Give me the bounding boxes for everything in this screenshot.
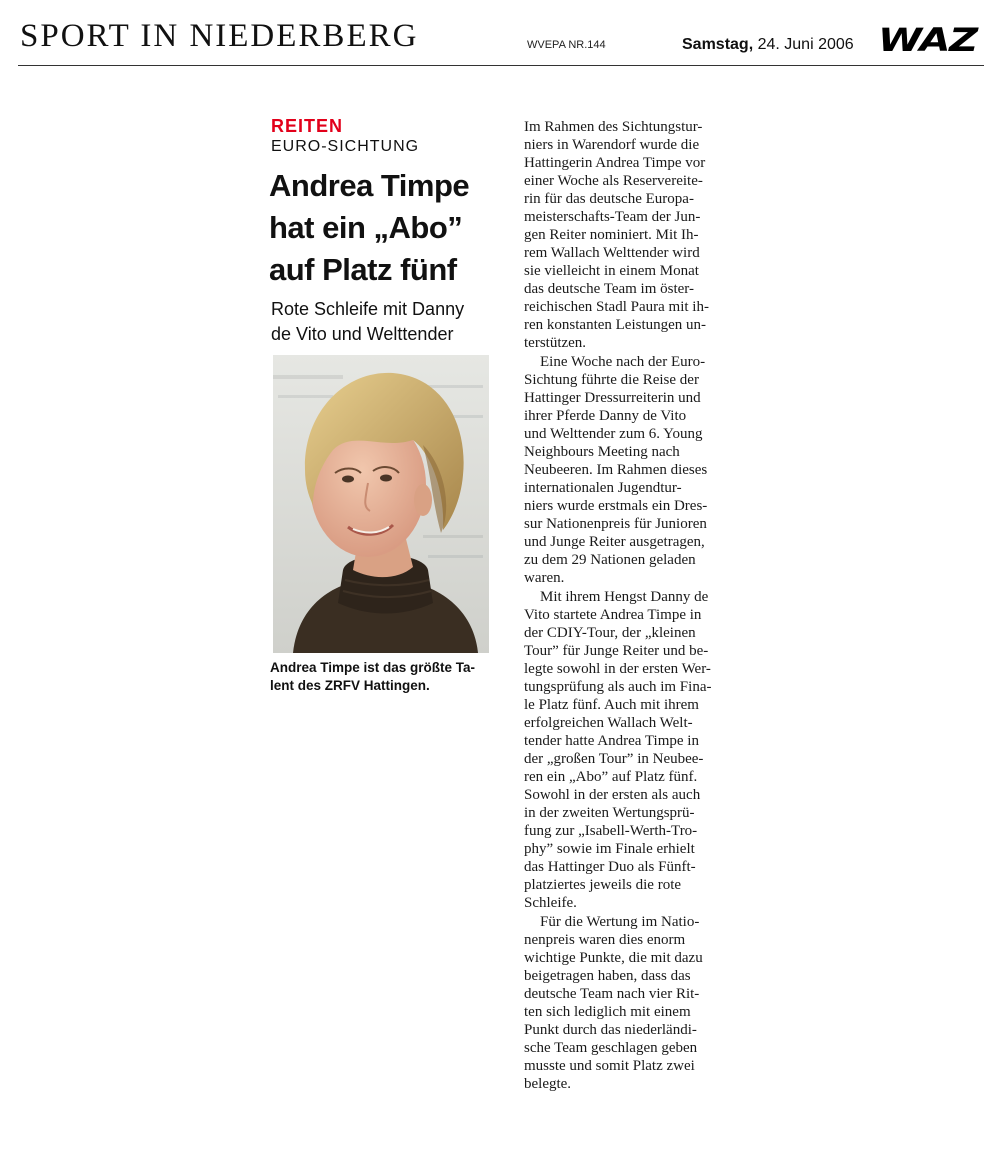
headline-line: auf Platz fünf bbox=[269, 252, 457, 287]
body-line: einer Woche als Reservereite- bbox=[524, 173, 703, 189]
body-line: phy” sowie im Finale erhielt bbox=[524, 841, 695, 857]
body-line: beigetragen haben, dass das bbox=[524, 968, 691, 984]
date: 24. Juni 2006 bbox=[757, 36, 854, 53]
body-line: ren ein „Abo” auf Platz fünf. bbox=[524, 769, 698, 785]
body-line: zu dem 29 Nationen geladen bbox=[524, 552, 696, 568]
article-body bbox=[524, 118, 746, 1093]
body-line: ten sich lediglich mit einem bbox=[524, 1004, 691, 1020]
portrait-illustration bbox=[273, 355, 489, 653]
body-line: fung zur „Isabell-Werth-Tro- bbox=[524, 823, 698, 839]
body-line: platziertes jeweils die rote bbox=[524, 877, 682, 893]
body-line: niers in Warendorf wurde die bbox=[524, 137, 700, 153]
body-line: und Junge Reiter ausgetragen, bbox=[524, 534, 705, 550]
body-line: das deutsche Team im öster- bbox=[524, 281, 694, 297]
body-line: Neubeeren. Im Rahmen dieses bbox=[524, 462, 708, 478]
headline-line: hat ein „Abo” bbox=[269, 210, 463, 245]
body-line: Neighbours Meeting nach bbox=[524, 444, 680, 460]
body-line: tungsprüfung als auch im Fina- bbox=[524, 679, 712, 695]
edition-number: WVEPA NR.144 bbox=[527, 39, 606, 51]
body-line: rin für das deutsche Europa- bbox=[524, 191, 694, 207]
body-line: und Welttender zum 6. Young bbox=[524, 426, 703, 442]
deck-line: Rote Schleife mit Danny bbox=[271, 299, 465, 319]
photo-caption bbox=[270, 659, 475, 695]
publication-date bbox=[682, 36, 854, 54]
headline-line: Andrea Timpe bbox=[269, 168, 470, 203]
body-line: Im Rahmen des Sichtungstur- bbox=[524, 119, 703, 135]
body-line: waren. bbox=[524, 570, 565, 586]
body-line: rem Wallach Welttender wird bbox=[524, 245, 700, 261]
body-line: erfolgreichen Wallach Welt- bbox=[524, 715, 693, 731]
caption-line: lent des ZRFV Hattingen. bbox=[270, 678, 430, 693]
body-line: Hattingerin Andrea Timpe vor bbox=[524, 155, 706, 171]
body-line: Mit ihrem Hengst Danny de bbox=[540, 589, 709, 605]
weekday: Samstag, bbox=[682, 36, 754, 53]
body-line: Sowohl in der ersten als auch bbox=[524, 787, 701, 803]
body-line: Punkt durch das niederländi- bbox=[524, 1022, 697, 1038]
body-line: nenpreis waren dies enorm bbox=[524, 932, 686, 948]
portrait-photo bbox=[273, 355, 489, 653]
deck-line: de Vito und Welttender bbox=[271, 324, 454, 344]
body-line: Sichtung führte die Reise der bbox=[524, 372, 699, 388]
waz-logo: WAZ bbox=[878, 21, 977, 59]
body-line: deutsche Team nach vier Rit- bbox=[524, 986, 700, 1002]
body-line: Vito startete Andrea Timpe in bbox=[524, 607, 702, 623]
body-line: sur Nationenpreis für Junioren bbox=[524, 516, 707, 532]
body-line: Schleife. bbox=[524, 895, 577, 911]
body-line: gen Reiter nominiert. Mit Ih- bbox=[524, 227, 699, 243]
body-line: in der zweiten Wertungsprü- bbox=[524, 805, 695, 821]
body-line: der „großen Tour” in Neubee- bbox=[524, 751, 704, 767]
body-line: musste und somit Platz zwei bbox=[524, 1058, 695, 1074]
article-deck bbox=[271, 297, 464, 347]
body-line: sche Team geschlagen geben bbox=[524, 1040, 698, 1056]
article-headline bbox=[269, 165, 509, 291]
masthead-rule bbox=[18, 65, 984, 66]
body-line: meisterschafts-Team der Jun- bbox=[524, 209, 701, 225]
body-line: sie vielleicht in einem Monat bbox=[524, 263, 699, 279]
body-line: Für die Wertung im Natio- bbox=[540, 914, 700, 930]
body-line: Tour” für Junge Reiter und be- bbox=[524, 643, 709, 659]
body-line: ren konstanten Leistungen un- bbox=[524, 317, 707, 333]
body-line: das Hattinger Duo als Fünft- bbox=[524, 859, 696, 875]
article-kicker: REITEN bbox=[271, 116, 344, 136]
body-line: tender hatte Andrea Timpe in bbox=[524, 733, 699, 749]
body-line: Eine Woche nach der Euro- bbox=[540, 354, 706, 370]
body-line: wichtige Punkte, die mit dazu bbox=[524, 950, 703, 966]
body-line: le Platz fünf. Auch mit ihrem bbox=[524, 697, 699, 713]
body-line: der CDIY-Tour, der „kleinen bbox=[524, 625, 696, 641]
body-line: belegte. bbox=[524, 1076, 572, 1092]
body-line: reichischen Stadl Paura mit ih- bbox=[524, 299, 709, 315]
caption-line: Andrea Timpe ist das größte Ta- bbox=[270, 660, 476, 675]
body-line: terstützen. bbox=[524, 335, 587, 351]
body-line: legte sowohl in der ersten Wer- bbox=[524, 661, 711, 677]
article-subkicker: EURO-SICHTUNG bbox=[271, 138, 420, 155]
body-line: Hattinger Dressurreiterin und bbox=[524, 390, 701, 406]
body-line: niers wurde erstmals ein Dres- bbox=[524, 498, 708, 514]
body-line: ihrer Pferde Danny de Vito bbox=[524, 408, 687, 424]
body-line: internationalen Jugendtur- bbox=[524, 480, 682, 496]
section-title: SPORT IN NIEDERBERG bbox=[20, 18, 419, 54]
